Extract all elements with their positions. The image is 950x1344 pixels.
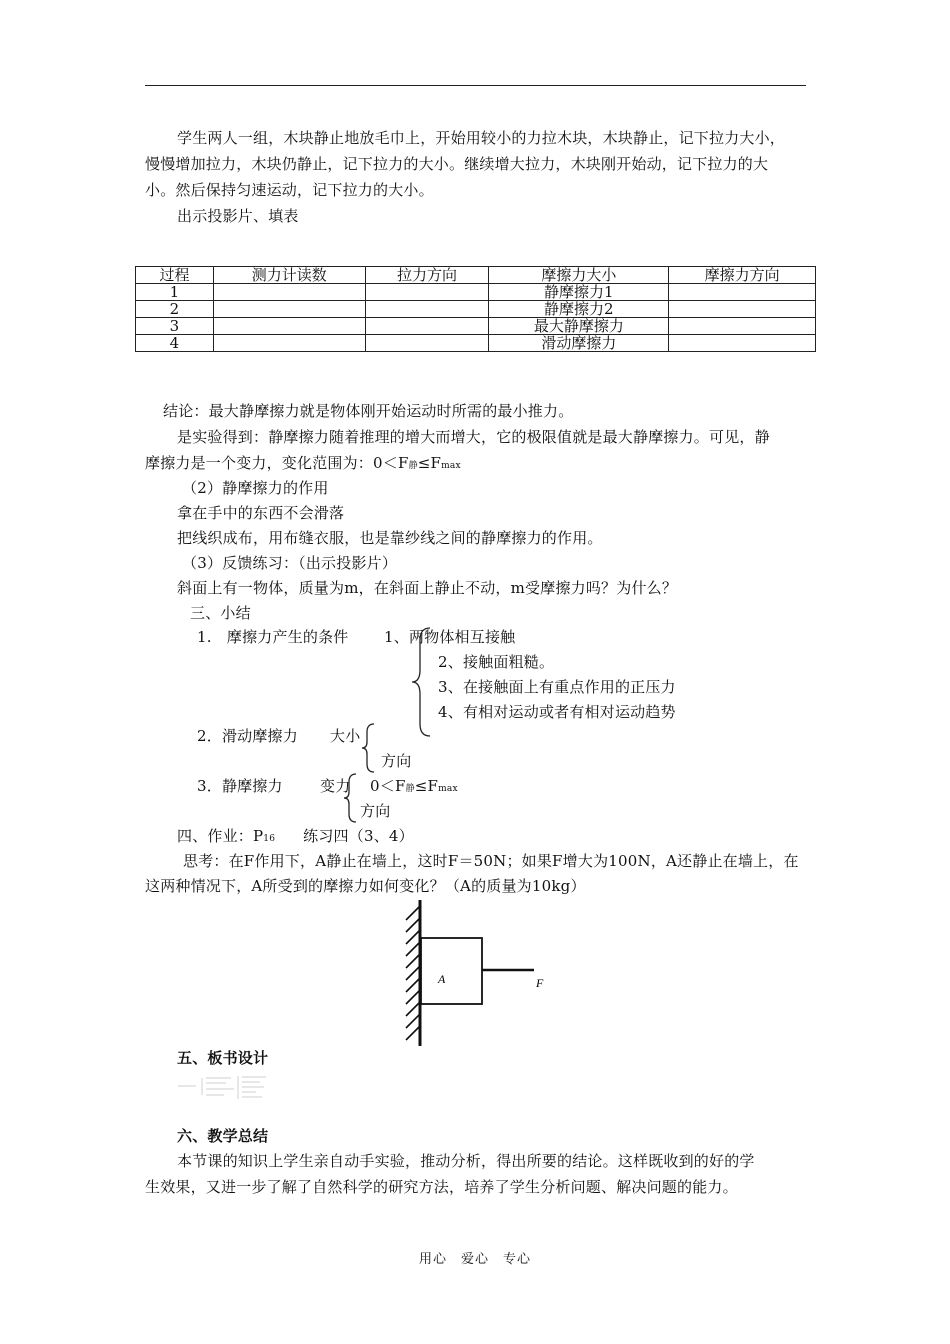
fill-in-table (135, 266, 816, 352)
intro-line-1: 学生两人一组，木块静止地放毛巾上，开始用较小的力拉木块，木块静止，记下拉力大小， (177, 129, 786, 147)
board-design-thumbnail (176, 1073, 271, 1103)
teaching-summary-title: 六、教学总结 (177, 1127, 269, 1145)
table-header-row (136, 267, 816, 284)
summary-item2-direction: 方向 (381, 752, 412, 770)
subscript-max: max (441, 461, 461, 471)
summary-item2-size: 大小 (330, 727, 361, 745)
header-rule (145, 85, 806, 86)
board-design-title: 五、板书设计 (177, 1049, 269, 1067)
block-a (421, 938, 482, 1004)
table-row (136, 335, 816, 352)
summary-item2-label: 2．滑动摩擦力 (197, 727, 298, 745)
table-cell (669, 284, 816, 301)
brace-static (342, 772, 358, 824)
conclusion-line-1: 结论：最大静摩擦力就是物体刚开始运动时所需的最小推力。 (163, 402, 574, 420)
think-line-1: 思考：在F作用下，A静止在墙上，这时F＝50N；如果F增大为100N，A还静止在墙上，在 (183, 852, 799, 870)
conclusion-line-2: 是实验得到：静摩擦力随着推理的增大而增大，它的极限值就是最大静摩擦力。可见，静 (177, 428, 770, 446)
brace-conditions (410, 626, 434, 738)
teaching-summary-line-2: 生效果，又进一步了解了自然科学的研究方法，培养了学生分析问题、解决问题的能力。 (145, 1178, 738, 1196)
subscript-jing: 静 (408, 461, 418, 471)
section2-title: （2）静摩擦力的作用 (182, 479, 329, 497)
intro-line-4: 出示投影片、填表 (177, 207, 299, 225)
le-symbol: ≤F (417, 454, 442, 472)
section2-line-1: 拿在手中的东西不会滑落 (177, 504, 345, 522)
table-cell (365, 318, 489, 335)
table-cell: 静摩擦力2 (489, 301, 669, 318)
force-label: F (536, 976, 544, 990)
summary-item1-cond4: 4、有相对运动或者有相对运动趋势 (438, 703, 676, 721)
intro-line-3: 小。然后保持匀速运动，记下拉力的大小。 (145, 181, 434, 199)
table-cell (669, 335, 816, 352)
table-cell: 2 (136, 301, 214, 318)
think-line-2: 这两种情况下，A所受到的摩擦力如何变化？（A的质量为10kg） (145, 877, 586, 895)
table-cell (669, 318, 816, 335)
table-cell: 1 (136, 284, 214, 301)
subscript-jing: 静 (405, 784, 415, 794)
summary-item1-cond2: 2、接触面粗糙。 (438, 653, 555, 671)
summary-item3-direction: 方向 (360, 802, 391, 820)
summary-item1-cond3: 3、在接触面上有重点作用的正压力 (438, 678, 676, 696)
homework-label: 四、作业：P (177, 827, 264, 845)
table-cell (213, 318, 365, 335)
section3-title: （3）反馈练习：（出示投影片） (182, 554, 398, 572)
subscript-max: max (438, 784, 458, 794)
table-cell (669, 301, 816, 318)
summary-title: 三、小结 (190, 604, 251, 622)
range-text: 摩擦力是一个变力，变化范围为：0＜F (145, 454, 409, 472)
table-cell: 滑动摩擦力 (489, 335, 669, 352)
table-row (136, 284, 816, 301)
table-cell (365, 335, 489, 352)
summary-item1-cond1: 1、两物体相互接触 (384, 628, 516, 646)
table-cell (213, 284, 365, 301)
wall-block-figure (400, 898, 560, 1048)
homework-exercise: 练习四（3、4） (303, 827, 414, 845)
table-row (136, 318, 816, 335)
teaching-summary-line-1: 本节课的知识上学生亲自动手实验，推动分析，得出所要的结论。这样既收到的好的学 (177, 1152, 755, 1170)
table-row (136, 301, 816, 318)
table-cell (213, 301, 365, 318)
section3-question: 斜面上有一物体，质量为m，在斜面上静止不动，m受摩擦力吗？为什么？ (177, 579, 678, 597)
table-header-cell: 过程 (136, 267, 214, 284)
table-header-cell: 摩擦力大小 (489, 267, 669, 284)
section2-line-2: 把线织成布，用布缝衣服，也是靠纱线之间的静摩擦力的作用。 (177, 529, 603, 547)
table-header-cell: 拉力方向 (365, 267, 489, 284)
table-cell: 静摩擦力1 (489, 284, 669, 301)
table-cell (365, 284, 489, 301)
page-footer: 用心 爱心 专心 (418, 1252, 531, 1267)
range-text: 0＜F (370, 777, 406, 795)
table-cell: 4 (136, 335, 214, 352)
block-label: A (438, 972, 446, 986)
summary-item1-label: 1. 摩擦力产生的条件 (197, 628, 349, 646)
wall-hatching (406, 906, 420, 1040)
table-header-cell: 摩擦力方向 (669, 267, 816, 284)
intro-line-2: 慢慢增加拉力，木块仍静止，记下拉力的大小。继续增大拉力，木块刚开始动，记下拉力的大 (145, 155, 769, 173)
table-cell (213, 335, 365, 352)
summary-item3-variable: 变力 (320, 777, 351, 795)
table-cell (365, 301, 489, 318)
table-header-cell: 测力计读数 (213, 267, 365, 284)
table-cell: 3 (136, 318, 214, 335)
table-cell: 最大静摩擦力 (489, 318, 669, 335)
le-symbol: ≤F (414, 777, 439, 795)
summary-item3-label: 3．静摩擦力 (197, 777, 283, 795)
homework-page-subscript: 16 (263, 834, 276, 844)
brace-sliding (360, 722, 376, 774)
